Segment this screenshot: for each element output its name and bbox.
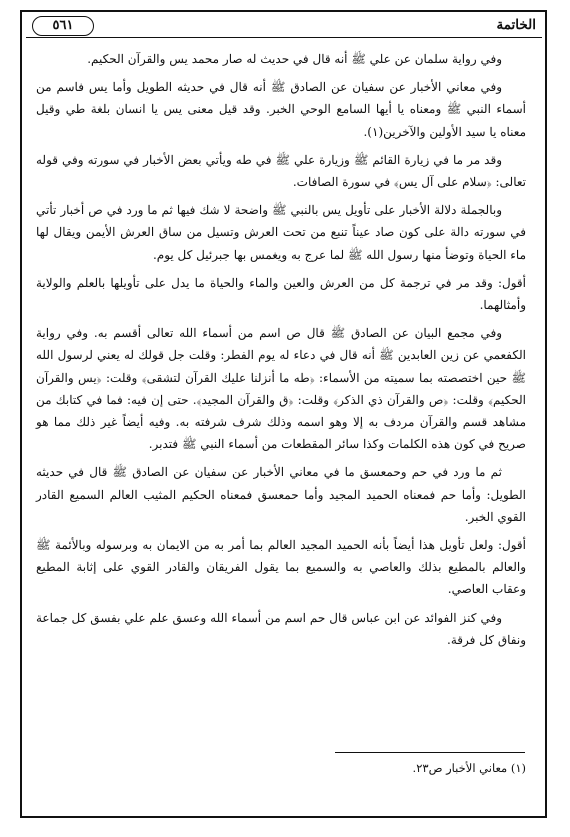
paragraph: وقد مر ما في زيارة القائم ﷺ وزيارة علي ﷺ في طه ويأتي بعض الأخبار في سورته وفي قوله تعالى: ﴿سلام على آل يس﴾ في سورة الصافات.: [36, 152, 526, 190]
paragraph: وفي معاني الأخبار عن سفيان عن الصادق ﷺ أنه قال في حديثه الطويل وأما يس فاسم من أسماء النبي ﷺ ومعناه يا أيها السامع الوحي الخبر. وقد قيل معنى يس يا انسان بلغة طي وقيل معناه يا سيد الأولين والآخرين(١).: [36, 80, 526, 139]
paragraph: وفي كنز الفوائد عن ابن عباس قال حم اسم من أسماء الله وعسق علم علي بفسق كل جماعة ونفاق كل فرقة.: [36, 610, 526, 647]
paragraph: ثم ما ورد في حم وحمعسق ما في معاني الأخبار عن سفيان عن الصادق ﷺ قال في حديثه الطويل: وأما حم فمعناه الحميد المجيد وأما حمعسق فمعناه الحكيم المثيب العالم السميع القادر القوي الخبر.: [36, 465, 526, 524]
paragraph: وفي مجمع البيان عن الصادق ﷺ قال ص اسم من أسماء الله تعالى أقسم به. وفي رواية الكفعمي عن زين العابدين ﷺ أنه قال في دعاء له يوم الفطر: وقلت جل قولك له يعني لرسول الله ﷺ حين اختصصته بما سميته من الأسماء: ﴿طه ما أنزلنا عليك القرآن لتشقى﴾ وقلت: ﴿يس والقرآن الحكيم﴾ وقلت: ﴿ص والقرآن ذي الذكر﴾ وقلت: ﴿ق والقرآن المجيد﴾. حتى إن فيه: فما في كتابك من مشاهد قسم والقرآن مردف به إلا وهو اسمه وذلك شرف شرفته به. وفيه أيضاً غير ذلك مما هو صريح في كون هذه الكلمات وكذا سائر المقطعات من أسماء النبي ﷺ فتدبر.: [36, 326, 526, 452]
running-title: الخاتمة: [496, 17, 536, 33]
paragraph: أقول: ولعل تأويل هذا أيضاً بأنه الحميد المجيد العالم بما أمر به من الايمان به وبرسوله وبالأئمة ﷺ والعالم بالمطيع بذلك والعاصي به والسميع بما يقول الفريقان والقادر القوي على إثابة المطيع وعقاب العاصي.: [36, 538, 526, 597]
footnote-separator: [335, 752, 525, 753]
main-text: [36, 48, 526, 748]
paragraph: وفي رواية سلمان عن علي ﷺ أنه قال في حديث له صار محمد يس والقرآن الحكيم.: [87, 52, 502, 66]
paragraph: وبالجملة دلالة الأخبار على تأويل يس بالنبي ﷺ واضحة لا شك فيها ثم ما ورد في ص أخبار تأتي في سورته دالة على كون صاد عيناً تنبع من تحت العرش وتسيل من ساق العرش الأيمن ويقال لها ماء الحياة وتوضأ منها رسول الله ﷺ لما عرج به ويغمس بها جبرئيل كل يوم.: [36, 203, 526, 262]
footnote: (١) معاني الأخبار ص٢٣.: [412, 761, 526, 775]
page-number: ٥٦١: [32, 16, 94, 36]
paragraph: أقول: وقد مر في ترجمة كل من العرش والعين والماء والحياة ما يدل على تأويلها بالعلم والولاية وأمثالهما.: [36, 275, 526, 313]
page-header: [26, 15, 542, 38]
